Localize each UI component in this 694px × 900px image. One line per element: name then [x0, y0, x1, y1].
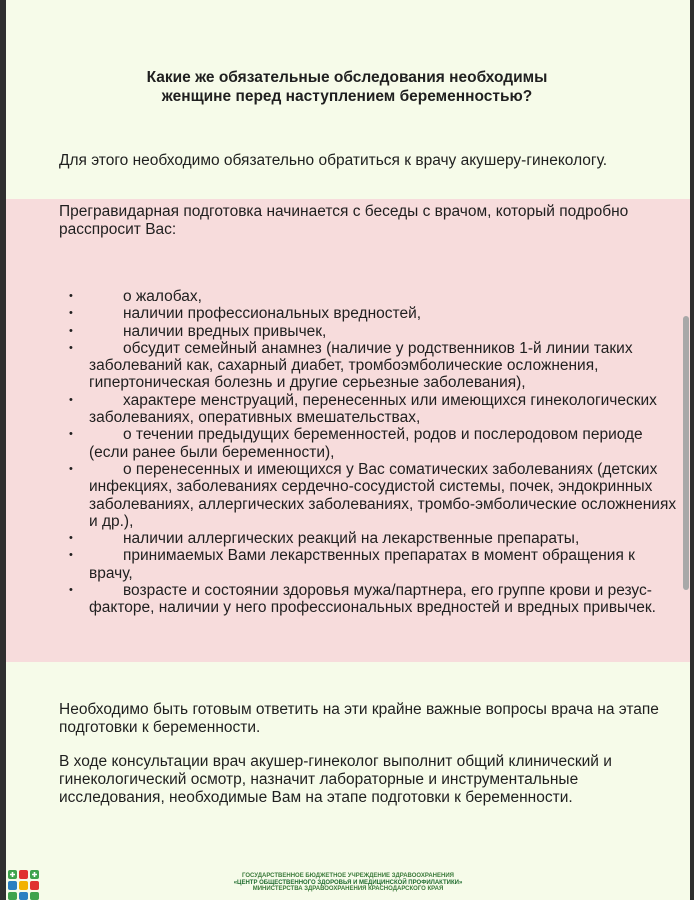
document-page [6, 0, 690, 900]
bullet-text: наличии профессиональных вредностей, [123, 305, 422, 323]
bullet-item [6, 530, 690, 547]
page-title [6, 68, 690, 106]
bullet-dot-icon: • [69, 532, 73, 545]
bullet-dot-icon: • [69, 290, 73, 302]
outro-paragraph-1: Необходимо быть готовым ответить на эти крайне важные вопросы врача на этапе подготовки к беременности. [59, 701, 659, 736]
intro-paragraph: Для этого необходимо обязательно обратиться к врачу акушеру-гинекологу. [59, 152, 608, 169]
highlight-section [6, 199, 690, 662]
bullet-dot-icon: • [69, 307, 73, 320]
bullet-item [6, 426, 690, 461]
bullet-item [6, 288, 690, 305]
bullet-text: наличии аллергических реакций на лекарственные препараты, [123, 530, 580, 548]
bullet-dot-icon: • [69, 428, 73, 441]
bullet-text: принимаемых Вами лекарственных препаратах в момент обращения к врачу, [89, 547, 635, 582]
bullet-list [6, 288, 690, 617]
outro-paragraph-2: В ходе консультации врач акушер-гинеколог выполнит общий клинический и гинекологический осмотр, назначит лабораторные и инструментальные исследования, необходимые Вам на этапе подготовки к беременности. [59, 753, 612, 806]
footer-line-1: ГОСУДАРСТВЕННОЕ БЮДЖЕТНОЕ УЧРЕЖДЕНИЕ ЗДРАВООХРАНЕНИЯ [242, 873, 454, 879]
title-line-1: Какие же обязательные обследования необходимы [146, 69, 548, 86]
bullet-item [6, 582, 690, 617]
footer-line-2: «ЦЕНТР ОБЩЕСТВЕННОГО ЗДОРОВЬЯ И МЕДИЦИНСКОЙ ПРОФИЛАКТИКИ» [233, 879, 463, 886]
bullet-text: обсудит семейный анамнез (наличие у родственников 1-й линии таких заболеваний как, сахарный диабет, тромбоэмболические осложнения, гипертоническая болезнь и другие серьезные заболевания), [89, 339, 633, 392]
vertical-scrollbar[interactable] [683, 316, 689, 590]
bullet-dot-icon: • [69, 462, 73, 475]
bullet-item [6, 392, 690, 427]
bullet-item [6, 461, 690, 530]
bullet-item [6, 305, 690, 322]
bullet-dot-icon: • [69, 584, 73, 597]
bullet-item [6, 340, 690, 392]
bullet-text: о жалобах, [123, 288, 202, 305]
bullet-dot-icon: • [69, 393, 73, 406]
bullet-text: о течении предыдущих беременностей, родов и послеродовом периоде (если ранее были беременности), [89, 426, 643, 461]
bullet-dot-icon: • [69, 341, 73, 354]
bullet-text: наличии вредных привычек, [123, 322, 327, 340]
footer [6, 873, 690, 893]
bullet-dot-icon: • [69, 549, 73, 562]
title-line-2: женщине перед наступлением беременностью? [161, 88, 533, 105]
bullet-text: характере менструаций, перенесенных или имеющихся гинекологических заболеваниях, оперативных вмешательствах, [89, 391, 657, 427]
bullet-dot-icon: • [69, 324, 73, 337]
footer-line-3: МИНИСТЕРСТВА ЗДРАВООХРАНЕНИЯ КРАСНОДАРСКОГО КРАЯ [252, 886, 444, 892]
bullet-item [6, 323, 690, 340]
bullet-item [6, 547, 690, 582]
section-lead: Прегравидарная подготовка начинается с беседы с врачом, который подробно расспросит Вас: [59, 203, 629, 238]
bullet-text: о перенесенных и имеющихся у Вас соматических заболеваниях (детских инфекциях, заболеваниях сердечно-сосудистой системы, почек, эндокринных заболеваниях, аллергических заболеваниях, тромбо-эмболические осложнениях и др.), [89, 460, 677, 530]
bullet-text: возрасте и состоянии здоровья мужа/партнера, его группе крови и резус-факторе, наличии у него профессиональных вредностей и вредных привычек. [89, 582, 656, 617]
